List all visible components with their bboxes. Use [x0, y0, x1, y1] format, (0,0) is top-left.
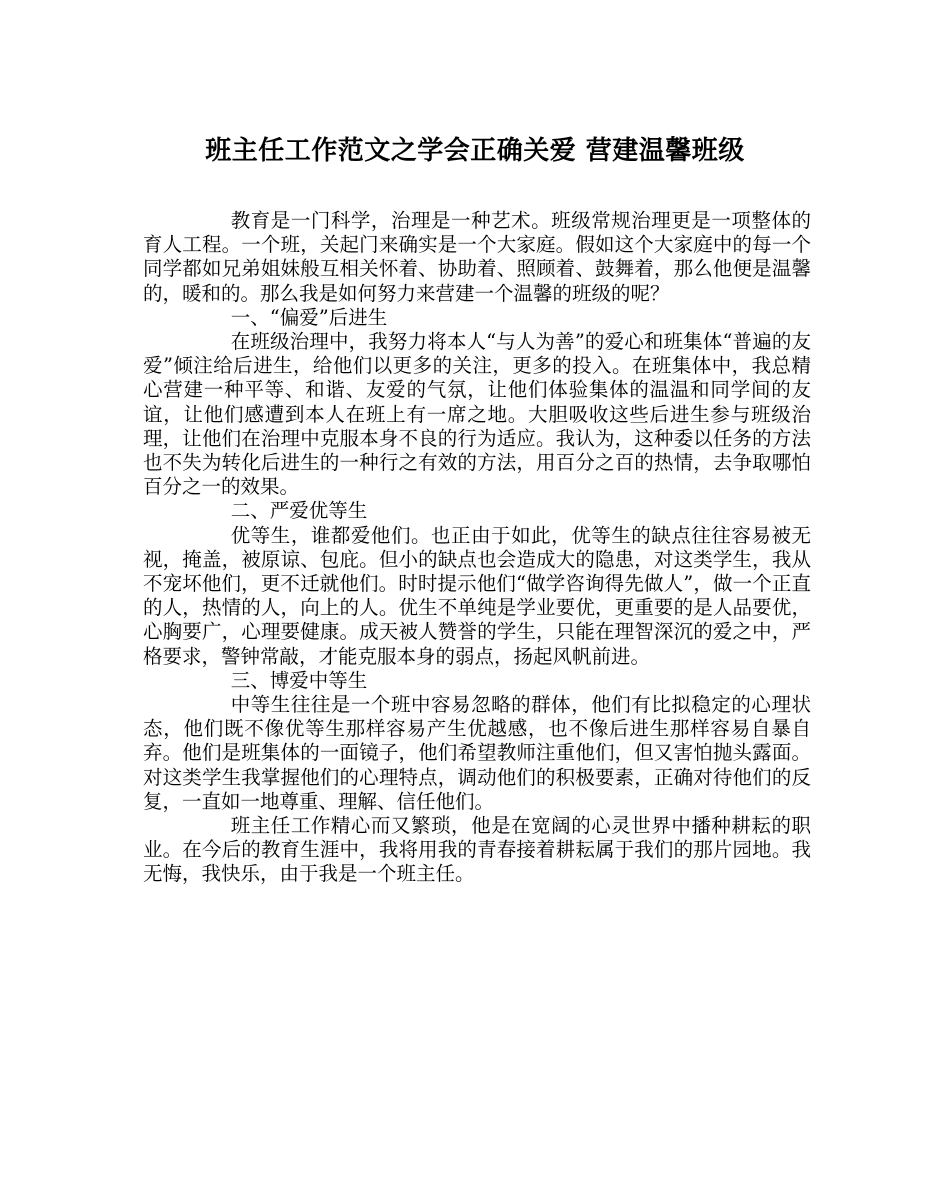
section-heading-3: 三、博爱中等生	[230, 668, 368, 692]
document-body	[143, 209, 811, 887]
paragraph-section-1: 在班级治理中，我努力将本人“与人为善”的爱心和班集体“普遍的友爱”倾注给后进生，给他们以更多的关注，更多的投入。在班集体中，我总精心营建一种平等、和谐、友爱的气氛，让他们体验集体的温温和同学间的友谊，让他们感遭到本人在班上有一席之地。大胆吸收这些后进生参与班级治理，让他们在治理中克服本身不良的行为适应。我认为，这种委以任务的方法也不失为转化后进生的一种行之有效的方法，用百分之百的热情，去争取哪怕百分之一的效果。	[143, 330, 811, 499]
section-heading-2: 二、严爱优等生	[230, 499, 368, 523]
section-heading-1: 一、“偏爱”后进生	[230, 305, 388, 329]
paragraph-section-3: 中等生往往是一个班中容易忽略的群体，他们有比拟稳定的心理状态，他们既不像优等生那样容易产生优越感，也不像后进生那样容易自暴自弃。他们是班集体的一面镜子，他们希望教师注重他们，但又害怕抛头露面。对这类学生我掌握他们的心理特点，调动他们的积极要素，正确对待他们的反复，一直如一地尊重、理解、信任他们。	[143, 693, 811, 813]
paragraph-section-2: 优等生，谁都爱他们。也正由于如此，优等生的缺点往往容易被无视，掩盖，被原谅、包庇。但小的缺点也会造成大的隐患，对这类学生，我从不宠坏他们，更不迁就他们。时时提示他们“做学咨询得先做人”，做一个正直的人，热情的人，向上的人。优生不单纯是学业要优，更重要的是人品要优，心胸要广，心理要健康。成天被人赞誉的学生，只能在理智深沉的爱之中，严格要求，警钟常敲，才能克服本身的弱点，扬起风帆前进。	[143, 523, 811, 668]
document-title: 班主任工作范文之学会正确关爱 营建温馨班级	[205, 136, 745, 166]
paragraph-intro: 教育是一门科学，治理是一种艺术。班级常规治理更是一项整体的育人工程。一个班，关起门来确实是一个大家庭。假如这个大家庭中的每一个同学都如兄弟姐妹般互相关怀着、协助着、照顾着、鼓舞着，那么他便是温馨的，暖和的。那么我是如何努力来营建一个温馨的班级的呢？	[143, 209, 811, 305]
paragraph-conclusion: 班主任工作精心而又繁琐，他是在宽阔的心灵世界中播种耕耘的职业。在今后的教育生涯中，我将用我的青春接着耕耘属于我们的那片园地。我无悔，我快乐，由于我是一个班主任。	[143, 814, 811, 886]
